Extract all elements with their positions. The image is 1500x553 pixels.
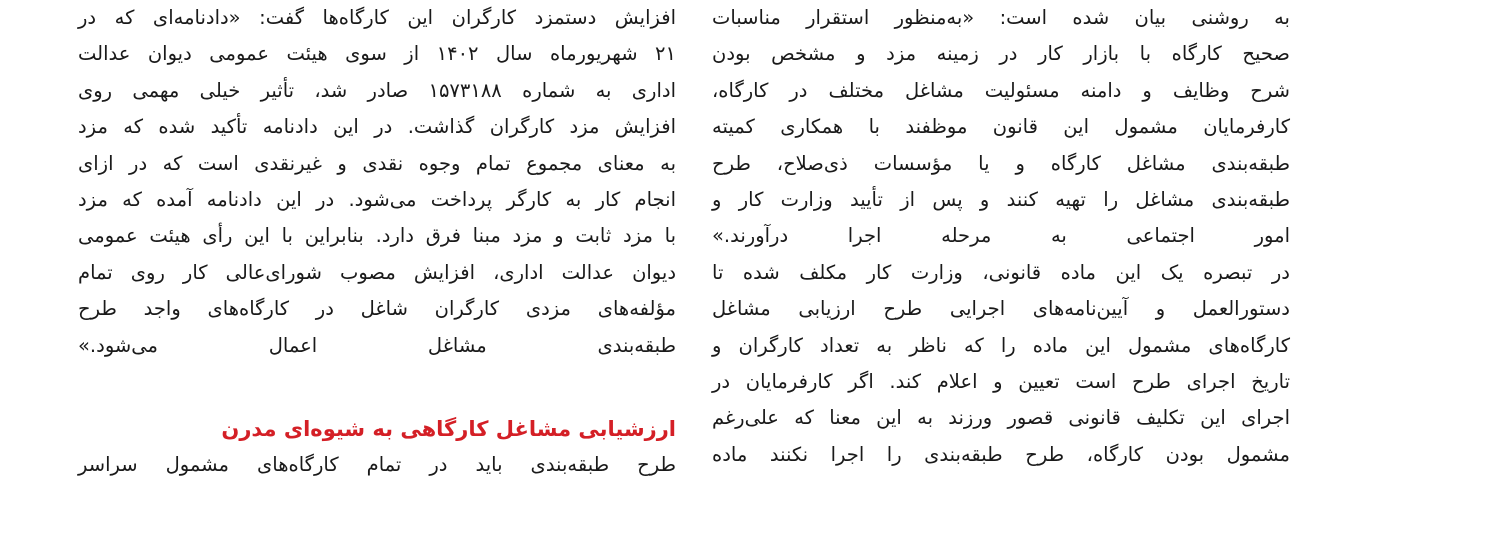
text-line: تاریخ اجرای طرح است تعیین و اعلام کند. اگر کارفرمایان در: [712, 369, 1290, 393]
section-heading: ارزشیابی مشاغل کارگاهی به شیوه‌ای مدرن: [221, 416, 676, 441]
text-line: امور اجتماعی به مرحله اجرا درآورند.»: [712, 224, 1290, 248]
text-line: مشمول بودن کارگاه، طرح طبقه‌بندی را اجرا نکنند ماده: [712, 442, 1290, 466]
text-line: انجام کار به کارگر پرداخت می‌شود. در این دادنامه آمده که مزد: [78, 187, 676, 211]
text-line: طبقه‌بندی مشاغل را تهیه کنند و پس از تأیید وزارت کار و: [712, 187, 1290, 211]
text-line: طبقه‌بندی مشاغل کارگاه و یا مؤسسات ذی‌صلاح، طرح: [712, 151, 1290, 175]
text-line: کارگاه‌های مشمول این ماده را که ناظر به تعداد کارگران و: [712, 333, 1290, 357]
text-line: اجرای این تکلیف قانونی قصور ورزند به این معنا که علی‌رغم: [712, 406, 1290, 430]
text-line: به معنای مجموع تمام وجوه نقدی و غیرنقدی است که در ازای: [78, 151, 676, 175]
text-line: طبقه‌بندی مشاغل اعمال می‌شود.»: [78, 333, 676, 357]
article-column-middle: [712, 0, 1290, 473]
paragraph-block-after-heading: [78, 447, 676, 483]
text-line: طرح طبقه‌بندی باید در تمام کارگاه‌های مشمول سراسر: [78, 453, 676, 477]
text-line: ۲۱ شهریورماه سال ۱۴۰۲ از سوی هیئت عمومی دیوان عدالت: [78, 42, 676, 66]
text-line: افزایش دستمزد کارگران این کارگاه‌ها گفت: «دادنامه‌ای که در: [78, 6, 676, 29]
text-line: شرح وظایف و دامنه مسئولیت مشاغل مختلف در کارگاه،: [712, 78, 1290, 102]
text-line: دیوان عدالت اداری، افزایش مصوب شورای‌عالی کار روی تمام: [78, 260, 676, 284]
paragraph-block: [712, 0, 1290, 473]
text-line: با مزد ثابت و مزد مبنا فرق دارد. بنابراین با این رأی هیئت عمومی: [78, 224, 676, 248]
paragraph-block: [78, 0, 676, 364]
paragraph-gap: [78, 364, 676, 411]
text-line: کارفرمایان مشمول این قانون موظفند با همکاری کمیته: [712, 115, 1290, 139]
article-column-left: [78, 0, 676, 484]
text-line: دستورالعمل و آیین‌نامه‌های اجرایی طرح ارزیابی مشاغل: [712, 297, 1290, 321]
text-line: صحیح کارگاه با بازار کار در زمینه مزد و مشخص بودن: [712, 42, 1290, 66]
text-line: افزایش مزد کارگران گذاشت. در این دادنامه تأکید شده که مزد: [78, 115, 676, 139]
text-line: مؤلفه‌های مزدی کارگران شاغل در کارگاه‌های واجد طرح: [78, 297, 676, 321]
text-line: اداری به شماره ۱۵۷۳۱۸۸ صادر شد، تأثیر خیلی مهمی روی: [78, 78, 676, 102]
text-line: به روشنی بیان شده است: «به‌منظور استقرار مناسبات: [712, 6, 1290, 29]
text-line: در تبصره یک این ماده قانونی، وزارت کار مکلف شده تا: [712, 260, 1290, 284]
